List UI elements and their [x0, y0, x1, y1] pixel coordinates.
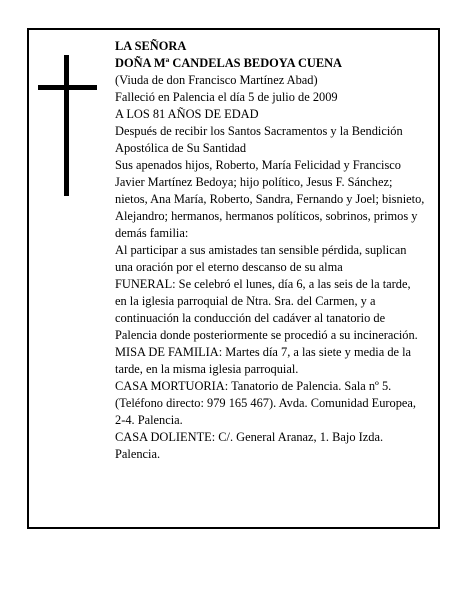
family-paragraph: Sus apenados hijos, Roberto, María Felicidad y Francisco Javier Martínez Bedoya; hijo político, Jesus F. Sánchez; nietos, Ana María, Roberto, Sandra, Fernando y Joel; bisnieto, Alejandro; hermanos, hermanos políticos, sobrinos, primos y demás familia: [115, 158, 425, 240]
cross-vertical-bar [64, 55, 69, 196]
mortuary-paragraph: CASA MORTUORIA: Tanatorio de Palencia. Sala nº 5. (Teléfono directo: 979 165 467). Avda. Comunidad Europea, 2-4. Palencia. [115, 379, 417, 427]
cross-horizontal-bar [38, 85, 97, 90]
death-line: Falleció en Palencia el día 5 de julio de 2009 [115, 90, 338, 104]
mass-paragraph: MISA DE FAMILIA: Martes día 7, a las siete y media de la tarde, en la misma iglesia parroquial. [115, 345, 412, 376]
notice-title: LA SEÑORA [115, 39, 187, 53]
request-paragraph: Al participar a sus amistades tan sensible pérdida, suplican una oración por el eterno descanso de su alma [115, 243, 407, 274]
sacraments-paragraph: Después de recibir los Santos Sacramentos y la Bendición Apostólica de Su Santidad [115, 124, 403, 155]
home-paragraph: CASA DOLIENTE: C/. General Aranaz, 1. Bajo Izda. Palencia. [115, 430, 384, 461]
deceased-name: DOÑA Mª CANDELAS BEDOYA CUENA [115, 56, 343, 70]
obituary-text [115, 38, 425, 463]
age-line: A LOS 81 AÑOS DE EDAD [115, 107, 259, 121]
widow-line: (Viuda de don Francisco Martínez Abad) [115, 73, 318, 87]
funeral-paragraph: FUNERAL: Se celebró el lunes, día 6, a las seis de la tarde, en la iglesia parroquial de Ntra. Sra. del Carmen, y a continuación la conducción del cadáver al tanatorio de Palencia donde posteriormente se procedió a su incineración. [115, 277, 418, 342]
